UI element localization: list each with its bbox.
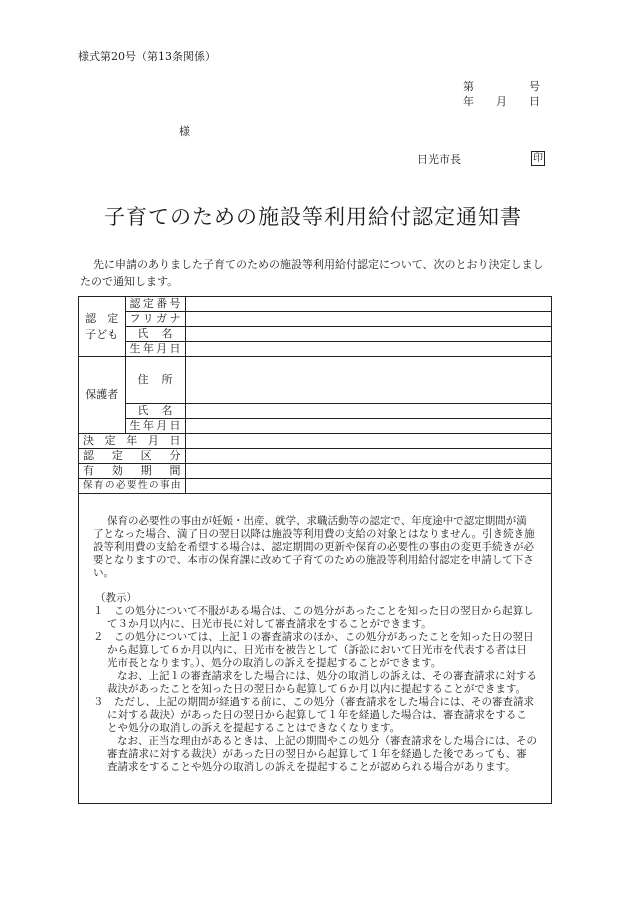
- certification-table: [79, 297, 551, 494]
- certification-form: [78, 296, 552, 804]
- form-number: 様式第20号（第13条関係）: [78, 50, 216, 63]
- instruction-section: [93, 592, 537, 774]
- certification-category-value: [185, 449, 551, 464]
- instruction-title: （教示）: [95, 592, 137, 604]
- instruction-item-3: ３ ただし、上記の期間が経過する前に、この処分（審査請求をした場合には、その審査請求に対する裁決）があった日の翌日から起算して１年を経過した場合は、審査請求をすることや処分の取消しの訴えを提起することはできなくなります。: [93, 696, 534, 734]
- care-reason-label: 保育の必要性の事由: [79, 479, 185, 494]
- validity-period-value: [185, 464, 551, 479]
- certification-number-label: 認定番号: [125, 297, 185, 312]
- child-furigana-value: [185, 312, 551, 327]
- document-date-label: 年 月 日: [463, 95, 540, 108]
- child-birthdate-value: [185, 342, 551, 357]
- validity-period-label: 有効期間: [79, 464, 185, 479]
- guardian-birthdate-value: [185, 419, 551, 434]
- guardian-name-label: 氏名: [125, 404, 185, 419]
- guardian-group-label: 保護者: [79, 357, 125, 434]
- instruction-item-1: １ この処分について不服がある場合は、この処分があったことを知った日の翌日から起算して３か月以内に、日光市長に対して審査請求をすることができます。: [93, 605, 534, 630]
- child-group-label: 認 定子ども: [79, 297, 125, 357]
- instruction-item-2-note: なお、上記１の審査請求をした場合には、処分の取消しの訴えは、その審査請求に対する裁決があったことを知った日の翌日から起算して６か月以内に提起することができます。: [107, 670, 537, 695]
- care-reason-value: [185, 479, 551, 494]
- issuer-name: 日光市長: [417, 153, 461, 166]
- document-title: 子育てのための施設等利用給付認定通知書: [104, 205, 522, 229]
- instruction-item-2: ２ この処分については、上記１の審査請求のほか、この処分があったことを知った日の翌日から起算して６か月以内に、日光市を被告として（訴訟において日光市を代表する者は日光市長となります。）、処分の取消しの訴えを提起することができます。: [93, 631, 534, 669]
- addressee-suffix: 様: [179, 125, 190, 138]
- instruction-item-3-note: なお、正当な理由があるときは、上記の期間やこの処分（審査請求をした場合には、その審査請求に対する裁決）があった日の翌日から起算して１年を経過した後であっても、審査請求をすることや処分の取消しの訴えを提起することが認められる場合があります。: [107, 735, 537, 773]
- decision-date-value: [185, 434, 551, 449]
- guardian-name-value: [185, 404, 551, 419]
- child-birthdate-label: 生年月日: [125, 342, 185, 357]
- child-furigana-label: フリガナ: [125, 312, 185, 327]
- decision-date-label: 決定年月日: [79, 434, 185, 449]
- guardian-address-value: [185, 357, 551, 404]
- seal-mark: 印: [533, 153, 543, 164]
- intro-text: 先に申請のありました子育てのための施設等利用給付認定について、次のとおり決定しましたので通知します。: [80, 258, 544, 288]
- renewal-notice: 保育の必要性の事由が妊娠・出産、就学、求職活動等の認定で、年度途中で認定期間が満了となった場合、満了日の翌日以降は施設等利用費の支給の対象とはなりません。引き続き施設等利用費の支給を希望する場合は、認定期間の更新や保育の必要性の事由の変更手続きが必要となりますので、本市の保育課に改めて子育てのための施設等利用給付認定を申請して下さい。: [93, 515, 535, 579]
- child-name-value: [185, 327, 551, 342]
- document-number-label: 第 号: [463, 80, 540, 93]
- child-name-label: 氏名: [125, 327, 185, 342]
- certification-number-value: [185, 297, 551, 312]
- guardian-birthdate-label: 生年月日: [125, 419, 185, 434]
- certification-category-label: 認定区分: [79, 449, 185, 464]
- guardian-address-label: 住所: [125, 357, 185, 404]
